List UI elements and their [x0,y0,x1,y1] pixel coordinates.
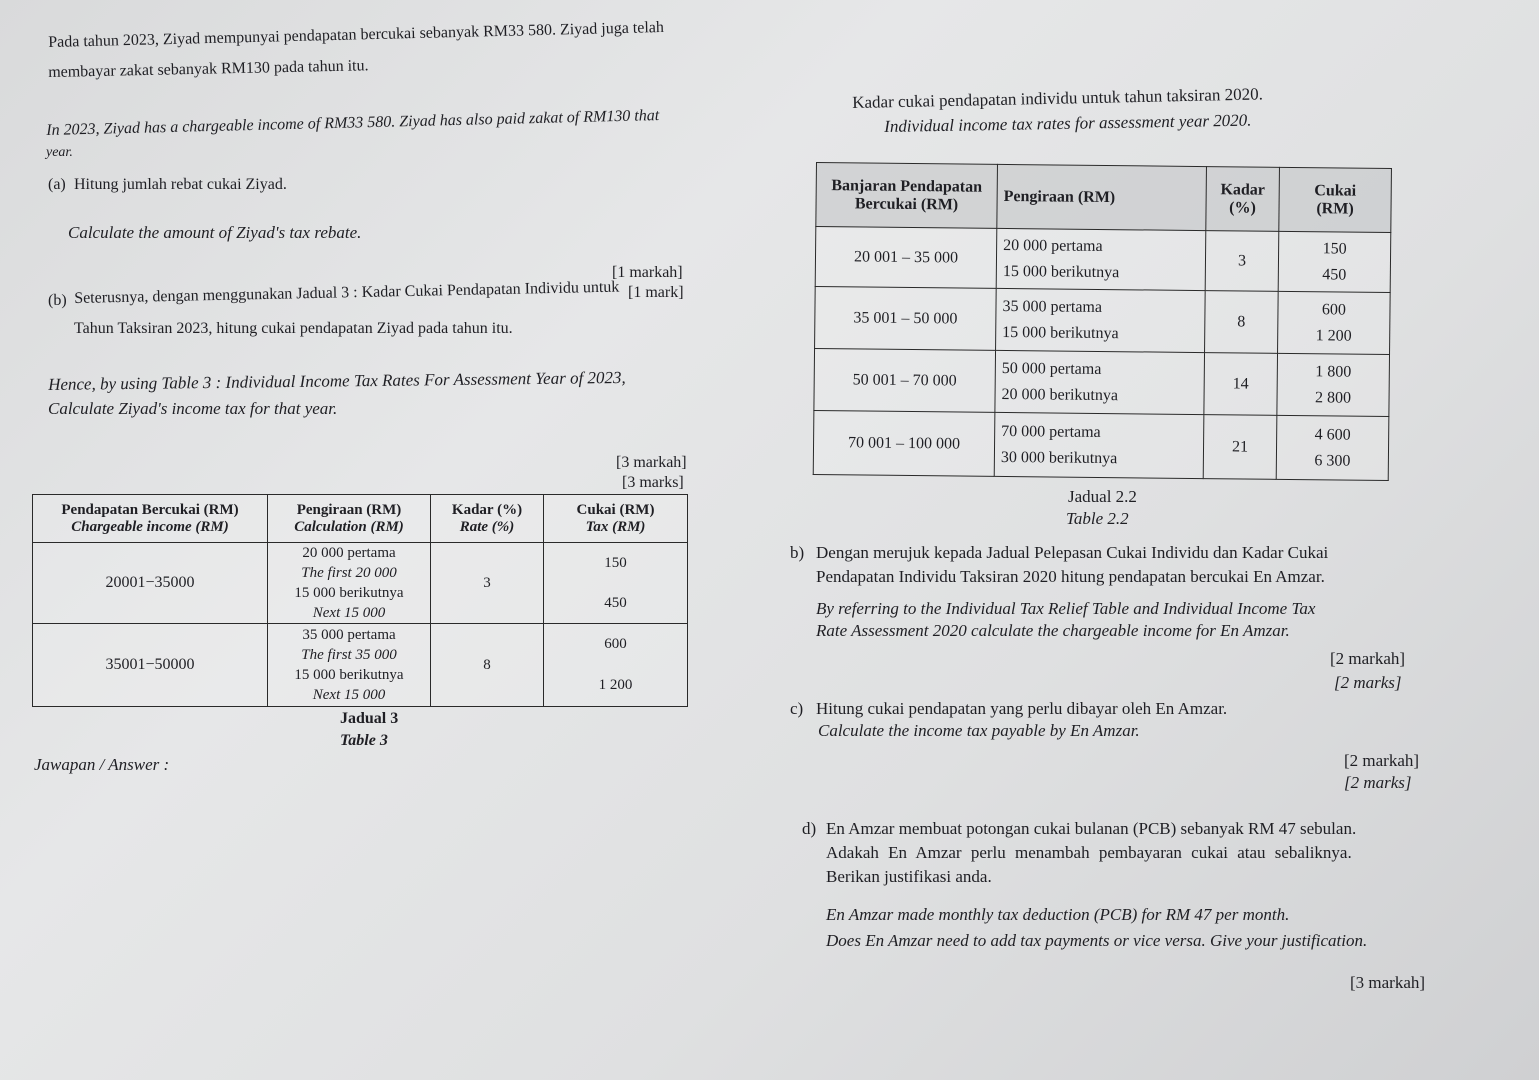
table-2-2-rate: 14 [1204,353,1278,416]
header-line-1: Banjaran Pendapatan [831,176,983,196]
table-2-2-calculation [996,288,1206,352]
table-3-tax [544,624,688,707]
header-line-2: (%) [1229,198,1256,217]
table-3-range: 35001−50000 [33,624,268,707]
question-a-english: Calculate the amount of Ziyad's tax rebate. [68,223,362,242]
table-2-2-header-tax [1279,167,1392,232]
header-malay: Cukai (RM) [576,501,655,518]
table-2-2-caption-malay: Jadual 2.2 [1068,487,1137,506]
table-2-2-calculation [994,412,1204,478]
question-a-label: (a) [48,176,66,193]
header-line-2: Bercukai (RM) [854,194,959,213]
header-english: Tax (RM) [585,518,646,535]
tax-first: 150 [604,555,627,571]
table-2-2-tax [1278,291,1391,354]
calc-next: 20 000 berikutnya [1001,385,1119,404]
question-b2-mark-malay: [2 markah] [1330,649,1406,668]
tax-next: 450 [604,595,627,611]
question-b-english-line-2: Calculate Ziyad's income tax for that year. [48,399,338,418]
question-d2-english-line-2: Does En Amzar need to add tax payments or vice versa. Give your justification. [826,931,1368,950]
table-3-calculation [268,543,431,624]
tax-first: 150 [1322,239,1347,258]
question-b-mark-english: [3 marks] [622,474,684,491]
table-2-2-range: 20 001 – 35 000 [815,227,997,289]
table-3-range: 20001−35000 [33,543,268,624]
table-2-2 [813,162,1392,481]
table-3-header-calculation [268,495,431,543]
header-malay: Pendapatan Bercukai (RM) [61,501,239,518]
question-a-malay: Hitung jumlah rebat cukai Ziyad. [74,176,287,193]
header-english: Chargeable income (RM) [71,518,229,535]
table-2-2-rate: 8 [1205,291,1279,354]
table-3 [32,494,688,707]
table-3-header-tax [544,495,688,543]
calc-next: 15 000 berikutnya [1002,323,1119,342]
tax-first: 4 600 [1314,425,1351,444]
table-2-2-range: 35 001 – 50 000 [815,286,997,350]
tax-next: 1 200 [1315,326,1352,345]
calc-first-malay: 35 000 pertama [302,627,396,643]
intro-malay-line-2: membayar zakat sebanyak RM130 pada tahun itu. [48,57,369,81]
table-row [814,348,1390,416]
question-d2-malay-line-1: En Amzar membuat potongan cukai bulanan (PCB) sebanyak RM 47 sebulan. [826,819,1357,838]
table-2-2-rate: 3 [1205,231,1279,292]
question-b-english-line-1: Hence, by using Table 3 : Individual Income Tax Rates For Assessment Year of 2023, [48,367,626,394]
table-3-tax [544,543,688,624]
table-2-2-calculation [996,228,1206,290]
question-c2-mark-malay: [2 markah] [1344,751,1420,770]
table-3-rate: 8 [431,624,544,707]
tax-next: 2 800 [1314,388,1352,407]
header-english: Rate (%) [459,518,515,535]
table-2-2-rate: 21 [1203,415,1277,480]
calc-first: 70 000 pertama [1001,422,1101,441]
header-line-1: Kadar [1220,180,1266,199]
calc-next-malay: 15 000 berikutnya [294,667,404,683]
table-2-2-caption-english: Table 2.2 [1066,509,1129,528]
question-a-mark-malay: [1 markah] [612,264,683,281]
question-d2-malay-line-3: Berikan justifikasi anda. [826,867,992,886]
header-malay: Pengiraan (RM) [296,501,402,518]
intro-malay-line-1: Pada tahun 2023, Ziyad mempunyai pendapatan bercukai sebanyak RM33 580. Ziyad juga telah [48,18,665,51]
table-row [815,286,1391,354]
table-3-rate: 3 [431,543,544,624]
question-b2-english-line-2: Rate Assessment 2020 calculate the chargeable income for En Amzar. [816,621,1290,640]
table-2-2-header-rate [1206,167,1280,232]
tax-next: 1 200 [598,677,633,693]
header-line-1: Cukai [1314,181,1357,200]
question-a-mark-english: [1 mark] [628,284,684,301]
table-2-2-header-row [816,163,1392,233]
table-row [33,543,688,624]
calc-next: 30 000 berikutnya [1000,448,1118,467]
question-d2-english-line-1: En Amzar made monthly tax deduction (PCB) for RM 47 per month. [826,905,1290,924]
calc-first-malay: 20 000 pertama [302,545,396,561]
table-2-2-calculation [995,350,1205,414]
question-b-label: (b) [48,292,67,309]
question-c2-label: c) [790,699,804,718]
tax-first: 1 800 [1315,362,1352,381]
header-line-2: (RM) [1316,199,1354,218]
question-b2-english-line-1: By referring to the Individual Tax Relief Table and Individual Income Tax [816,599,1316,618]
calc-first: 20 000 pertama [1003,236,1103,255]
tax-first: 600 [604,636,627,652]
table-3-header-income [33,495,268,543]
calc-first: 35 000 pertama [1002,297,1103,316]
calc-first-english: The first 35 000 [301,647,397,663]
table-2-2-header-calculation [997,164,1207,230]
intro-english-line-1: In 2023, Ziyad has a chargeable income of RM33 580. Ziyad has also paid zakat of RM130 that [46,107,660,139]
question-b2-label: b) [790,543,805,562]
tax-next: 450 [1322,265,1347,284]
table-3-header-rate [431,495,544,543]
table-2-2-tax [1276,415,1389,480]
header-line-1: Pengiraan (RM) [1003,187,1116,206]
question-b2-malay-line-1: Dengan merujuk kepada Jadual Pelepasan Cukai Individu dan Kadar Cukai [816,543,1329,562]
calc-next-english: Next 15 000 [312,605,386,621]
question-c2-mark-english: [2 marks] [1344,773,1412,792]
table-row [33,624,688,707]
calc-next-malay: 15 000 berikutnya [294,585,404,601]
question-d2-mark-malay: [3 markah] [1350,973,1426,992]
table-3-caption-english: Table 3 [340,732,388,749]
question-b2-malay-line-2: Pendapatan Individu Taksiran 2020 hitung pendapatan bercukai En Amzar. [816,567,1325,586]
rates-title-malay: Kadar cukai pendapatan individu untuk tahun taksiran 2020. [852,84,1264,112]
answer-label: Jawapan / Answer : [34,755,170,774]
intro-english-line-2: year. [46,145,73,160]
table-3-header-row [33,495,688,543]
table-3-calculation [268,624,431,707]
header-english: Calculation (RM) [294,518,404,535]
question-c2-malay: Hitung cukai pendapatan yang perlu dibayar oleh En Amzar. [816,699,1228,718]
tax-next: 6 300 [1314,451,1351,470]
table-2-2-tax [1278,231,1391,292]
table-3-caption-malay: Jadual 3 [340,710,399,727]
table-row [813,410,1389,480]
calc-next: 15 000 berikutnya [1002,262,1120,281]
calc-first: 50 000 pertama [1001,359,1102,378]
table-2-2-range: 50 001 – 70 000 [814,348,996,412]
table-row [815,227,1391,293]
table-2-2-tax [1277,353,1390,416]
calc-next-english: Next 15 000 [312,687,386,703]
calc-first-english: The first 20 000 [301,565,397,581]
header-malay: Kadar (%) [451,501,523,518]
question-b-mark-malay: [3 markah] [616,454,687,471]
tax-first: 600 [1321,300,1347,319]
table-2-2-header-range [816,163,998,229]
question-b2-mark-english: [2 marks] [1334,673,1402,692]
rates-title-english: Individual income tax rates for assessment year 2020. [884,110,1252,136]
question-d2-label: d) [802,819,817,838]
question-c2-english: Calculate the income tax payable by En Amzar. [818,721,1140,740]
question-b-malay-line-1: Seterusnya, dengan menggunakan Jadual 3 : Kadar Cukai Pendapatan Individu untuk [74,278,620,307]
question-d2-malay-line-2: Adakah En Amzar perlu menambah pembayaran cukai atau sebaliknya. [826,843,1352,862]
table-2-2-range: 70 001 – 100 000 [813,410,995,476]
question-b-malay-line-2: Tahun Taksiran 2023, hitung cukai pendapatan Ziyad pada tahun itu. [74,320,513,337]
